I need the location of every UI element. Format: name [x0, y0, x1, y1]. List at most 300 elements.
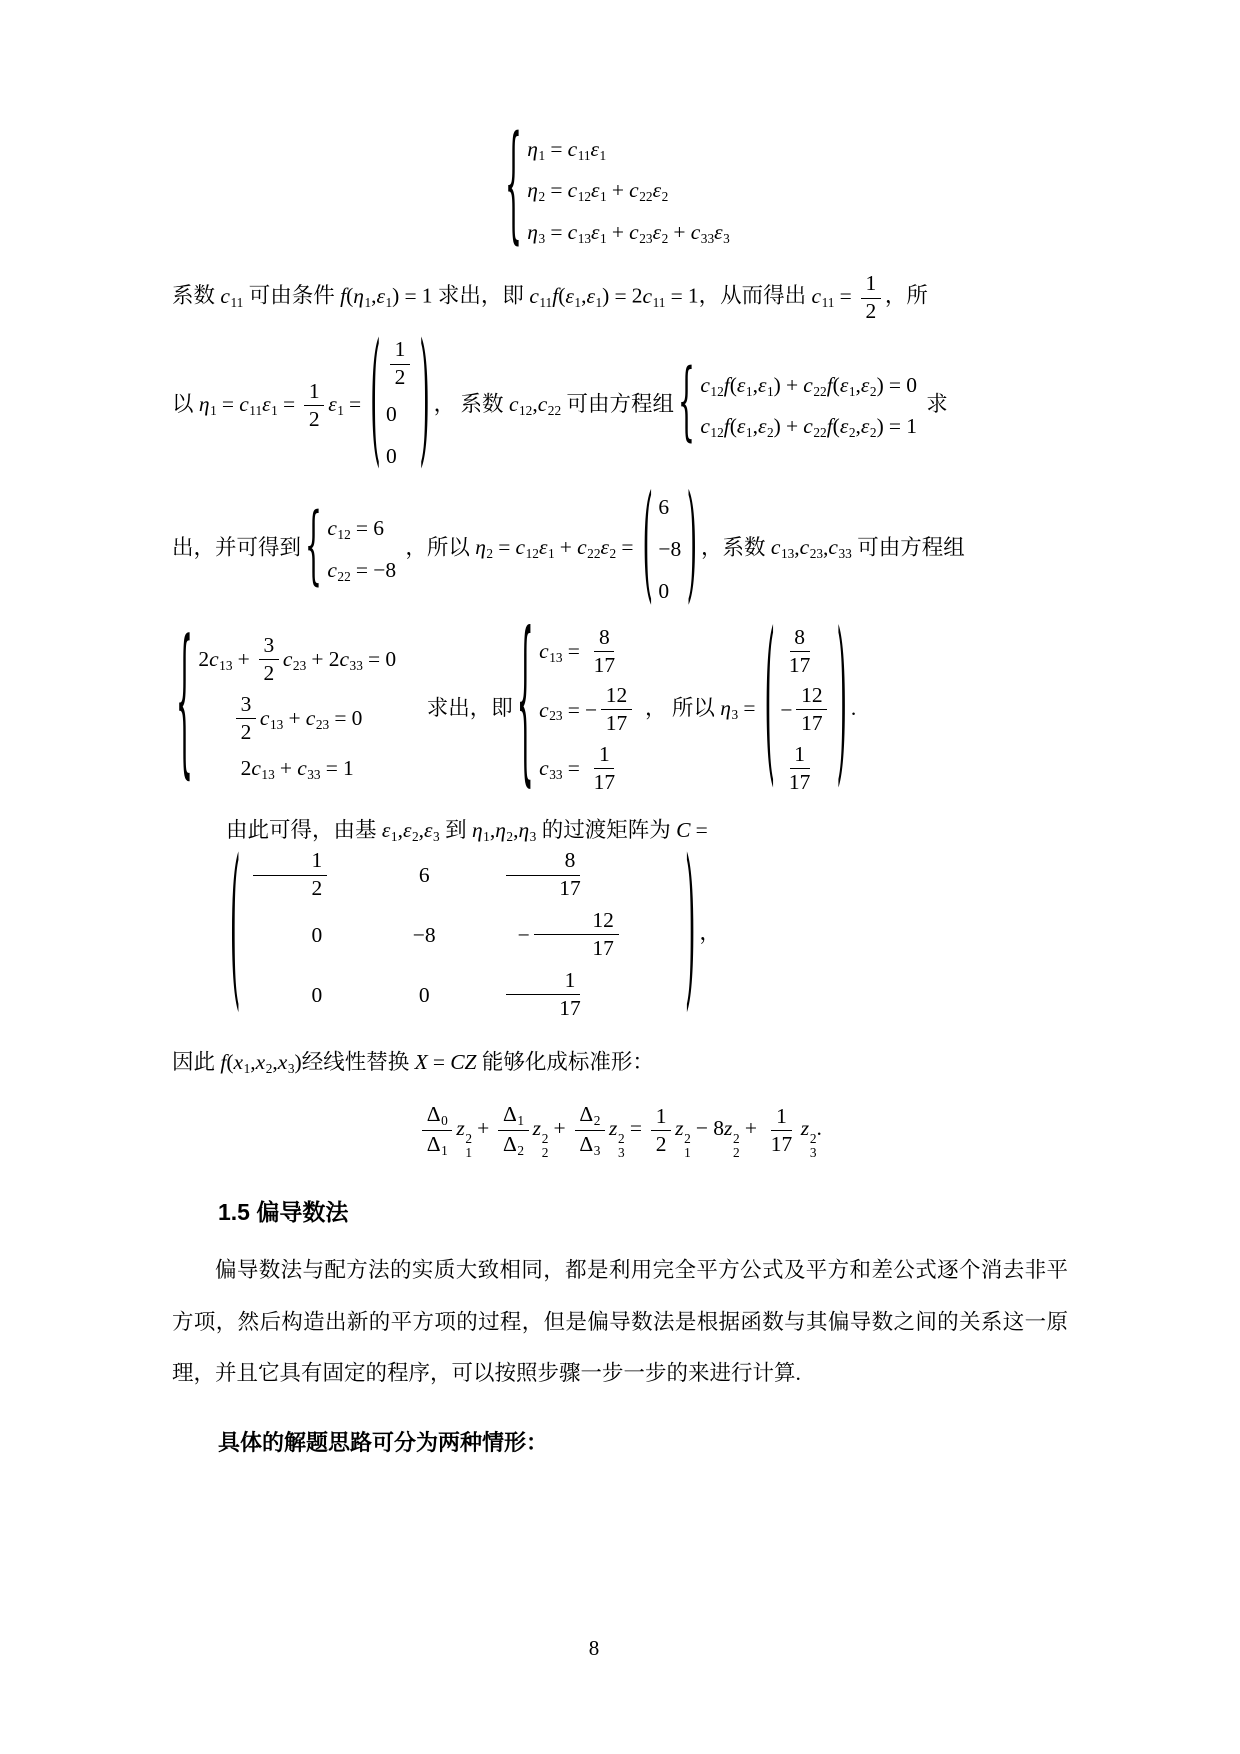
math-operator: =: [282, 391, 296, 416]
math-row: [198, 630, 396, 689]
math-number: −: [585, 697, 598, 722]
math-fraction: [796, 683, 827, 736]
math-operator: =: [888, 372, 902, 397]
math-text: 出，并可得到: [172, 535, 302, 560]
math-variable: c22: [577, 535, 601, 562]
math-variable: f: [220, 1049, 227, 1074]
math-number: 1: [564, 968, 576, 993]
math-text: 可由方程组: [851, 535, 965, 560]
math-number: 2: [198, 647, 210, 672]
math-sub: 1: [517, 1113, 525, 1129]
math-sub: 33: [349, 658, 363, 674]
math-operator: +: [553, 1116, 566, 1141]
math-operator: =: [839, 284, 852, 309]
math-text: ， 所以: [645, 695, 721, 720]
math-number: 0: [351, 705, 363, 730]
math-rows: [695, 364, 922, 448]
math-text: 可由条件: [243, 284, 341, 309]
math-variable: ε1: [590, 136, 607, 163]
math-vector: [370, 317, 430, 484]
math-text: 系数: [172, 284, 221, 309]
math-variable: ε2: [402, 817, 419, 844]
math-number: 17: [592, 936, 614, 961]
math-variable: η1: [471, 817, 490, 844]
math-number: 17: [559, 996, 581, 1021]
math-sup: 2: [618, 1130, 625, 1146]
math-denominator: [589, 769, 620, 795]
page-number: 8: [588, 1636, 600, 1660]
math-variable: ε1: [538, 535, 555, 562]
math-row: [527, 212, 730, 254]
math-row: [780, 622, 831, 681]
math-row: [327, 508, 396, 550]
math-variable: c11: [529, 284, 553, 311]
math-denominator: [422, 1131, 452, 1159]
math-variable: c13: [209, 647, 233, 674]
math-sub: 0: [441, 1113, 448, 1129]
math-cell: [497, 848, 590, 901]
math-variable: c23: [799, 535, 824, 562]
math-denominator: [236, 719, 256, 745]
math-sub: 22: [547, 402, 562, 418]
math-sub: 3: [809, 1144, 817, 1160]
math-sub: 23: [809, 546, 824, 562]
math-subsup: [733, 1132, 740, 1161]
math-fraction: [766, 1104, 797, 1157]
math-numerator: [304, 379, 324, 406]
coef-c11-line: [172, 271, 1068, 324]
math-sup: 2: [809, 1130, 817, 1146]
math-open-delimiter: (: [370, 317, 381, 484]
math-operator: +: [279, 756, 293, 781]
math-number: ,: [397, 817, 403, 842]
math-denominator: [304, 406, 324, 432]
math-variable: z 2 2: [532, 1116, 549, 1160]
math-sub: 2: [869, 425, 877, 441]
math-sub: 23: [315, 716, 330, 732]
math-sub: 23: [639, 231, 653, 247]
math-variable: c23: [539, 697, 563, 724]
math-number: (: [729, 372, 737, 397]
math-variable: ε1: [736, 414, 753, 441]
transition-matrix-line: [172, 812, 1068, 1031]
math-fraction: [304, 379, 324, 432]
math-fraction: [589, 625, 620, 678]
math-variable: ε2: [860, 372, 877, 399]
math-row: [780, 681, 831, 740]
math-numerator: [498, 1102, 528, 1131]
math-variable: ε1: [328, 391, 344, 418]
math-variable: X: [414, 1049, 428, 1074]
math-operator: +: [785, 414, 799, 439]
math-number: ,: [855, 414, 861, 439]
math-denominator: [651, 1131, 671, 1157]
math-fraction: [784, 625, 815, 678]
eta2-vector-line: [172, 471, 1068, 619]
math-numerator: [790, 625, 810, 652]
math-sub: 1: [483, 828, 490, 844]
math-numerator: [422, 1102, 452, 1131]
math-text: 能够化成标准形：: [476, 1049, 654, 1074]
math-variable: z 2 1: [675, 1116, 691, 1160]
math-operator: =: [550, 220, 563, 245]
math-number: 12: [605, 683, 628, 708]
math-sub: 12: [577, 189, 592, 205]
math-sub: 1: [364, 295, 372, 311]
math-text: 可由方程组: [561, 391, 675, 416]
math-number: 17: [770, 1131, 793, 1156]
math-number: ,: [371, 284, 377, 309]
math-variable: ε1: [591, 220, 607, 247]
math-text: ，所: [884, 284, 928, 309]
math-sub: 2: [661, 189, 669, 205]
math-number: ): [876, 372, 884, 397]
math-sub: 22: [813, 383, 827, 399]
math-sub: 1: [271, 402, 278, 418]
math-sub: 22: [639, 189, 653, 205]
math-close-delimiter: ): [419, 317, 430, 484]
math-number: Δ3: [579, 1131, 601, 1158]
math-variable: x3: [277, 1049, 295, 1076]
math-fraction: [501, 968, 586, 1021]
math-sub: 2: [517, 1142, 525, 1158]
math-sub: 2: [265, 1060, 273, 1076]
math-variable: c13: [259, 705, 284, 732]
math-number: 0: [385, 647, 397, 672]
math-rows: [193, 630, 401, 789]
math-row: [198, 748, 396, 790]
math-sub: 1: [390, 828, 398, 844]
math-text: 求: [926, 391, 948, 416]
math-text: 的过渡矩阵为: [536, 817, 677, 842]
math-number: Δ2: [579, 1102, 601, 1129]
math-number: 1: [343, 756, 354, 781]
math-numerator: [236, 692, 256, 719]
math-close-delimiter: ): [686, 471, 698, 619]
math-cases-brace-group: [677, 353, 922, 453]
standard-form-equation: [172, 1102, 1068, 1160]
math-operator: +: [611, 220, 624, 245]
math-variable: c22: [629, 178, 653, 205]
math-number: 2: [311, 876, 323, 901]
math-numerator: [796, 683, 827, 710]
math-variable: ε2: [652, 220, 669, 247]
math-variable: c12: [515, 535, 539, 562]
math-fraction: [601, 683, 632, 736]
math-rows: [522, 128, 735, 253]
math-number: 12: [801, 683, 823, 708]
math-sub: 1: [766, 383, 774, 399]
math-variable: η3: [527, 220, 546, 247]
math-close-delimiter: ): [836, 600, 847, 807]
math-number: ,: [272, 1049, 278, 1074]
math-open-delimiter: (: [764, 600, 775, 807]
math-variable: c33: [339, 647, 363, 674]
math-sub: 1: [599, 147, 607, 163]
math-numerator: [594, 625, 614, 652]
math-operator: =: [567, 756, 580, 781]
math-number: 17: [788, 652, 811, 677]
math-number: 0: [311, 982, 323, 1007]
math-sub: 3: [538, 231, 546, 247]
math-number: (: [832, 414, 840, 439]
math-numerator: [790, 742, 810, 769]
math-variable: c22: [803, 372, 827, 399]
math-variable: ε1: [262, 391, 278, 418]
math-sub: 33: [838, 546, 852, 562]
math-variable: c33: [539, 756, 563, 783]
top-equation-system: [172, 113, 1068, 260]
math-variable: η2: [495, 817, 514, 844]
math-open-delimiter: {: [304, 497, 322, 596]
math-number: 2: [655, 1131, 667, 1156]
math-sub: 2: [538, 189, 546, 205]
math-sub: 2: [486, 546, 494, 562]
page-content: [172, 113, 1068, 1457]
math-operator: +: [477, 1116, 490, 1141]
math-numerator: [534, 908, 619, 935]
math-numerator: [575, 1102, 605, 1131]
math-cell: [359, 917, 436, 954]
math-operator: =: [550, 136, 563, 161]
math-variable: x2: [255, 1049, 273, 1076]
math-denominator: [796, 710, 827, 736]
math-number: 12: [592, 908, 614, 933]
math-operator: +: [288, 705, 301, 730]
math-number: 2: [865, 299, 877, 324]
math-number: Δ1: [503, 1102, 525, 1129]
math-number: 1: [394, 337, 406, 362]
math-number: 6: [373, 516, 384, 541]
math-variable: c12: [700, 372, 724, 399]
math-number: 0: [418, 982, 430, 1007]
math-variable: η3: [518, 817, 537, 844]
math-variable: f: [826, 414, 833, 439]
math-cell: [249, 848, 331, 901]
math-operator: =: [629, 1116, 642, 1141]
math-variable: ε2: [839, 414, 856, 441]
standard-form-intro-line: [172, 1044, 1068, 1081]
math-variable: f: [826, 372, 833, 397]
math-sub: 2: [609, 546, 617, 562]
math-variable: ε1: [565, 284, 582, 311]
math-number: ,: [752, 414, 758, 439]
eta1-vector-line: [172, 317, 1068, 484]
math-operator: =: [221, 391, 235, 416]
math-sub: 3: [593, 1142, 601, 1158]
math-number: 1: [421, 284, 433, 309]
math-number: ,: [250, 1049, 256, 1074]
math-numerator: [506, 968, 580, 995]
math-variable: f: [340, 284, 347, 309]
math-cases-brace-group: [175, 611, 402, 798]
math-number: 1: [865, 271, 877, 296]
math-subsup: [684, 1132, 691, 1161]
math-variable: ε2: [652, 178, 669, 205]
math-numerator: [390, 337, 410, 364]
math-vector: [642, 471, 698, 619]
math-operator: −: [695, 1116, 709, 1141]
math-sub: 13: [261, 767, 275, 783]
math-sub: 1: [574, 295, 582, 311]
math-variable: c23: [282, 647, 307, 674]
math-operator: =: [567, 697, 580, 722]
math-operator: =: [567, 638, 580, 663]
math-number: (: [346, 284, 354, 309]
math-sub: 1: [547, 546, 555, 562]
math-variable: ε1: [757, 372, 774, 399]
math-operator: +: [785, 372, 799, 397]
math-number: .: [850, 695, 857, 720]
math-fraction: [861, 271, 881, 324]
math-row: [539, 739, 636, 798]
math-number: 17: [593, 652, 616, 677]
math-numerator: [259, 633, 279, 660]
math-denominator: [534, 935, 619, 961]
math-numerator: [601, 683, 632, 710]
math-variable: c11: [220, 284, 244, 311]
math-sup: 2: [684, 1130, 691, 1146]
math-number: 1: [311, 848, 323, 873]
math-sub: 3: [529, 828, 537, 844]
math-number: 1: [794, 741, 806, 766]
math-number: ,: [418, 817, 425, 842]
math-cases-brace-group: [504, 113, 735, 260]
math-text: ， 系数: [433, 391, 509, 416]
math-operator: =: [404, 284, 417, 309]
math-number: ): [773, 372, 781, 397]
math-sub: 1: [385, 295, 393, 311]
math-fraction: [498, 1102, 528, 1158]
math-sub: 1: [745, 383, 753, 399]
math-variable: ε2: [600, 535, 617, 562]
math-number: 8: [598, 624, 610, 649]
math-number: 2: [263, 660, 275, 685]
math-sub: 3: [723, 231, 730, 247]
math-variable: f: [723, 414, 730, 439]
math-variable: c33: [828, 535, 852, 562]
math-row: [198, 689, 396, 748]
math-number: ,: [532, 391, 538, 416]
math-open-delimiter: (: [642, 471, 653, 619]
math-text: 到: [439, 817, 472, 842]
math-sub: 2: [506, 828, 514, 844]
math-sub: 1: [538, 147, 546, 163]
math-sub: 1: [600, 189, 607, 205]
math-fraction: [651, 1104, 671, 1157]
math-row: [780, 739, 831, 798]
math-denominator: [390, 365, 410, 391]
math-operator: =: [368, 647, 381, 672]
math-denominator: [253, 876, 327, 902]
math-text: ，系数: [700, 535, 771, 560]
math-sub: 11: [539, 295, 553, 311]
math-cases-brace-group: [516, 600, 642, 807]
math-variable: ε1: [376, 284, 393, 311]
math-sub: 11: [249, 402, 263, 418]
math-number: 2: [328, 647, 340, 672]
math-number: ,: [752, 372, 758, 397]
math-row: [386, 435, 414, 477]
math-number: 2: [308, 407, 320, 432]
math-sub: 11: [577, 147, 591, 163]
math-number: 6: [658, 495, 670, 520]
math-sub: 11: [821, 295, 835, 311]
math-variable: ε2: [757, 414, 774, 441]
math-sub: 2: [661, 231, 669, 247]
math-cell: [365, 977, 430, 1014]
math-open-delimiter: {: [516, 600, 534, 807]
math-sub: 2: [411, 828, 419, 844]
math-sup: 2: [541, 1130, 549, 1146]
math-number: ): [602, 284, 610, 309]
math-denominator: [501, 876, 586, 902]
math-variable: c22: [327, 557, 351, 584]
math-sub: 2: [869, 383, 877, 399]
math-number: 3: [263, 632, 275, 657]
math-subsup: [465, 1132, 472, 1161]
math-denominator: [861, 299, 881, 325]
math-operator: =: [498, 535, 511, 560]
math-number: ): [294, 1049, 302, 1074]
math-operator: =: [349, 391, 362, 416]
math-sub: 3: [731, 706, 739, 722]
math-variable: c13: [567, 220, 592, 247]
math-text: 因此: [172, 1049, 221, 1074]
math-variable: η1: [353, 284, 372, 311]
math-sub: 2: [848, 425, 856, 441]
math-numerator: [506, 848, 580, 875]
math-sub: 1: [745, 425, 753, 441]
math-variable: c11: [642, 284, 666, 311]
math-number: ): [876, 414, 884, 439]
math-row: [386, 335, 414, 394]
math-variable: z 2 3: [609, 1116, 625, 1160]
math-variable: z 2 1: [456, 1116, 473, 1160]
math-denominator: [498, 1131, 528, 1159]
math-fraction: [253, 848, 327, 901]
math-variable: z 2 3: [800, 1116, 817, 1160]
c13-system-line: [172, 600, 1068, 807]
math-row: [386, 393, 414, 435]
math-operator: =: [695, 817, 708, 842]
math-sub: 1: [210, 402, 217, 418]
math-sub: 2: [593, 1113, 601, 1129]
math-number: Δ0: [426, 1102, 448, 1129]
math-fraction: [236, 692, 256, 745]
math-variable: ε1: [586, 284, 603, 311]
math-denominator: [259, 660, 279, 686]
math-row: [658, 529, 681, 571]
math-number: .: [816, 1116, 822, 1141]
math-sub: 22: [337, 568, 351, 584]
math-number: 3: [240, 691, 252, 716]
math-open-delimiter: {: [175, 611, 193, 798]
math-text: 经线性替换: [301, 1049, 415, 1074]
math-number: 1: [776, 1103, 787, 1128]
math-number: 0: [906, 372, 917, 397]
math-sub: 2: [541, 1144, 549, 1160]
math-variable: η1: [198, 391, 217, 418]
math-sub: 23: [549, 708, 563, 724]
math-text: ，从而得出: [698, 284, 812, 309]
bold-line-two-cases: 具体的解题思路可分为两种情形：: [218, 1430, 549, 1456]
math-operator: =: [355, 516, 369, 541]
paragraph-partial-derivative-method: 偏导数法与配方法的实质大致相同，都是利用完全平方公式及平方和差公式逐个消去非平方项，然后构造出新的平方项的过程，但是偏导数法是根据函数与其偏导数之间的关系这一原理，并且它具有固定的程序，可以按照步骤一步一步的来进行计算.: [172, 1258, 1068, 1386]
math-sup: 2: [733, 1130, 740, 1146]
math-cell: [497, 968, 590, 1021]
math-sub: 23: [292, 658, 307, 674]
